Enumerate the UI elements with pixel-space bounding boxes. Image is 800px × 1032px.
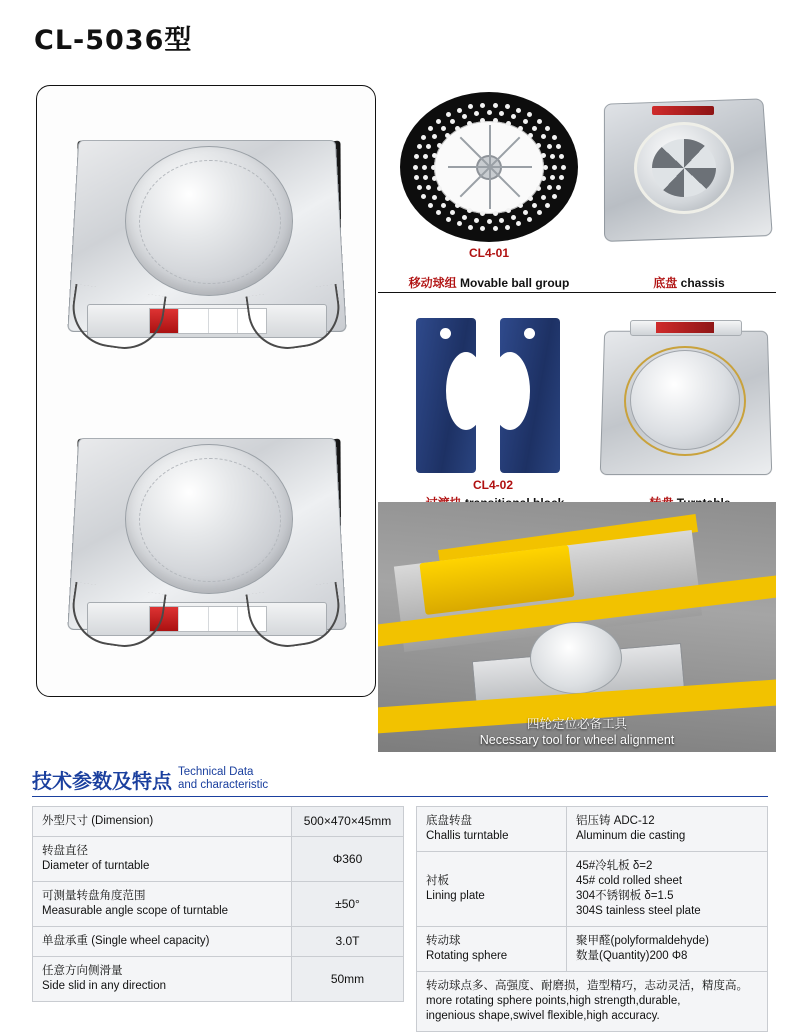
spec-note: 转动球点多、高强度、耐磨损，造型精巧，志动灵活，精度高。 more rotating sphere points,high strength,durable, ingenious shape,swivel flexible,high accuracy. (417, 972, 768, 1032)
spec-header-en: Technical Data and characteristic (178, 766, 269, 791)
page-title: CL-5036型 (34, 25, 193, 56)
field-photo-caption: 四轮定位必备工具 Necessary tool for wheel alignment (479, 717, 675, 747)
chassis-inner-disc (634, 122, 734, 214)
spec-header-cn: 技术参数及特点 (32, 769, 172, 793)
transitional-block-code: CL4-02 (472, 478, 513, 492)
block-notch (446, 352, 486, 430)
spec-label: 外型尺寸 (Dimension) (33, 807, 292, 837)
spec-value: 铝压铸 ADC-12 Aluminum die casting (567, 807, 768, 852)
chassis-caption: 底盘 chassis (653, 276, 725, 290)
spec-header-rule (32, 796, 768, 797)
field-application-photo (378, 502, 776, 752)
spec-value: ±50° (292, 882, 404, 927)
spec-table-left (32, 806, 404, 1002)
block-hole (440, 328, 451, 339)
table-row (33, 807, 404, 837)
spec-section-header (32, 765, 268, 794)
spec-table-right (416, 806, 768, 1032)
block-hole (524, 328, 535, 339)
handle-left (67, 582, 166, 652)
spec-label: 单盘承重 (Single wheel capacity) (33, 927, 292, 957)
turntable-assembly-bottom (53, 406, 361, 668)
handle-right (245, 284, 344, 354)
table-row (417, 927, 768, 972)
caption-divider-top (378, 292, 776, 293)
table-row (417, 807, 768, 852)
table-row (33, 957, 404, 1002)
spec-label: 任意方向侧滑量 Side slid in any direction (33, 957, 292, 1002)
block-left (416, 318, 476, 473)
spec-label: 衬板 Lining plate (417, 852, 567, 927)
spec-label: 转动球 Rotating sphere (417, 927, 567, 972)
spec-value: 500×470×45mm (292, 807, 404, 837)
turntable-part-image (596, 310, 776, 482)
block-right (500, 318, 560, 473)
main-product-photo (36, 85, 376, 697)
turntable-round-disc (630, 350, 740, 450)
spec-value: 50mm (292, 957, 404, 1002)
spec-label: 可测量转盘角度范围 Measurable angle scope of turntable (33, 882, 292, 927)
movable-ball-group-caption: 移动球组 Movable ball group (408, 276, 570, 290)
spec-value: Φ360 (292, 837, 404, 882)
table-row (33, 837, 404, 882)
spec-value: 聚甲醛(polyformaldehyde) 数量(Quantity)200 Φ8 (567, 927, 768, 972)
table-row (33, 927, 404, 957)
table-row (417, 852, 768, 927)
turntable-disc (125, 444, 293, 594)
transitional-block-image (408, 318, 578, 480)
table-row (417, 972, 768, 1032)
movable-ball-group-image (400, 92, 578, 242)
movable-ball-group-code: CL4-01 (468, 246, 509, 260)
handle-right (245, 582, 344, 652)
turntable-in-use (530, 622, 622, 694)
spec-value: 45#冷轧板 δ=2 45# cold rolled sheet 304不锈钢板 δ=1.5 304S tainless steel plate (567, 852, 768, 927)
chassis-image (600, 92, 772, 244)
table-row (33, 882, 404, 927)
block-notch (490, 352, 530, 430)
spec-value: 3.0T (292, 927, 404, 957)
spec-label: 转盘直径 Diameter of turntable (33, 837, 292, 882)
handle-left (67, 284, 166, 354)
spec-label: 底盘转盘 Challis turntable (417, 807, 567, 852)
turntable-assembly-top (53, 108, 361, 370)
turntable-red-label (656, 322, 714, 333)
chassis-red-label (652, 106, 714, 115)
turntable-disc (125, 146, 293, 296)
